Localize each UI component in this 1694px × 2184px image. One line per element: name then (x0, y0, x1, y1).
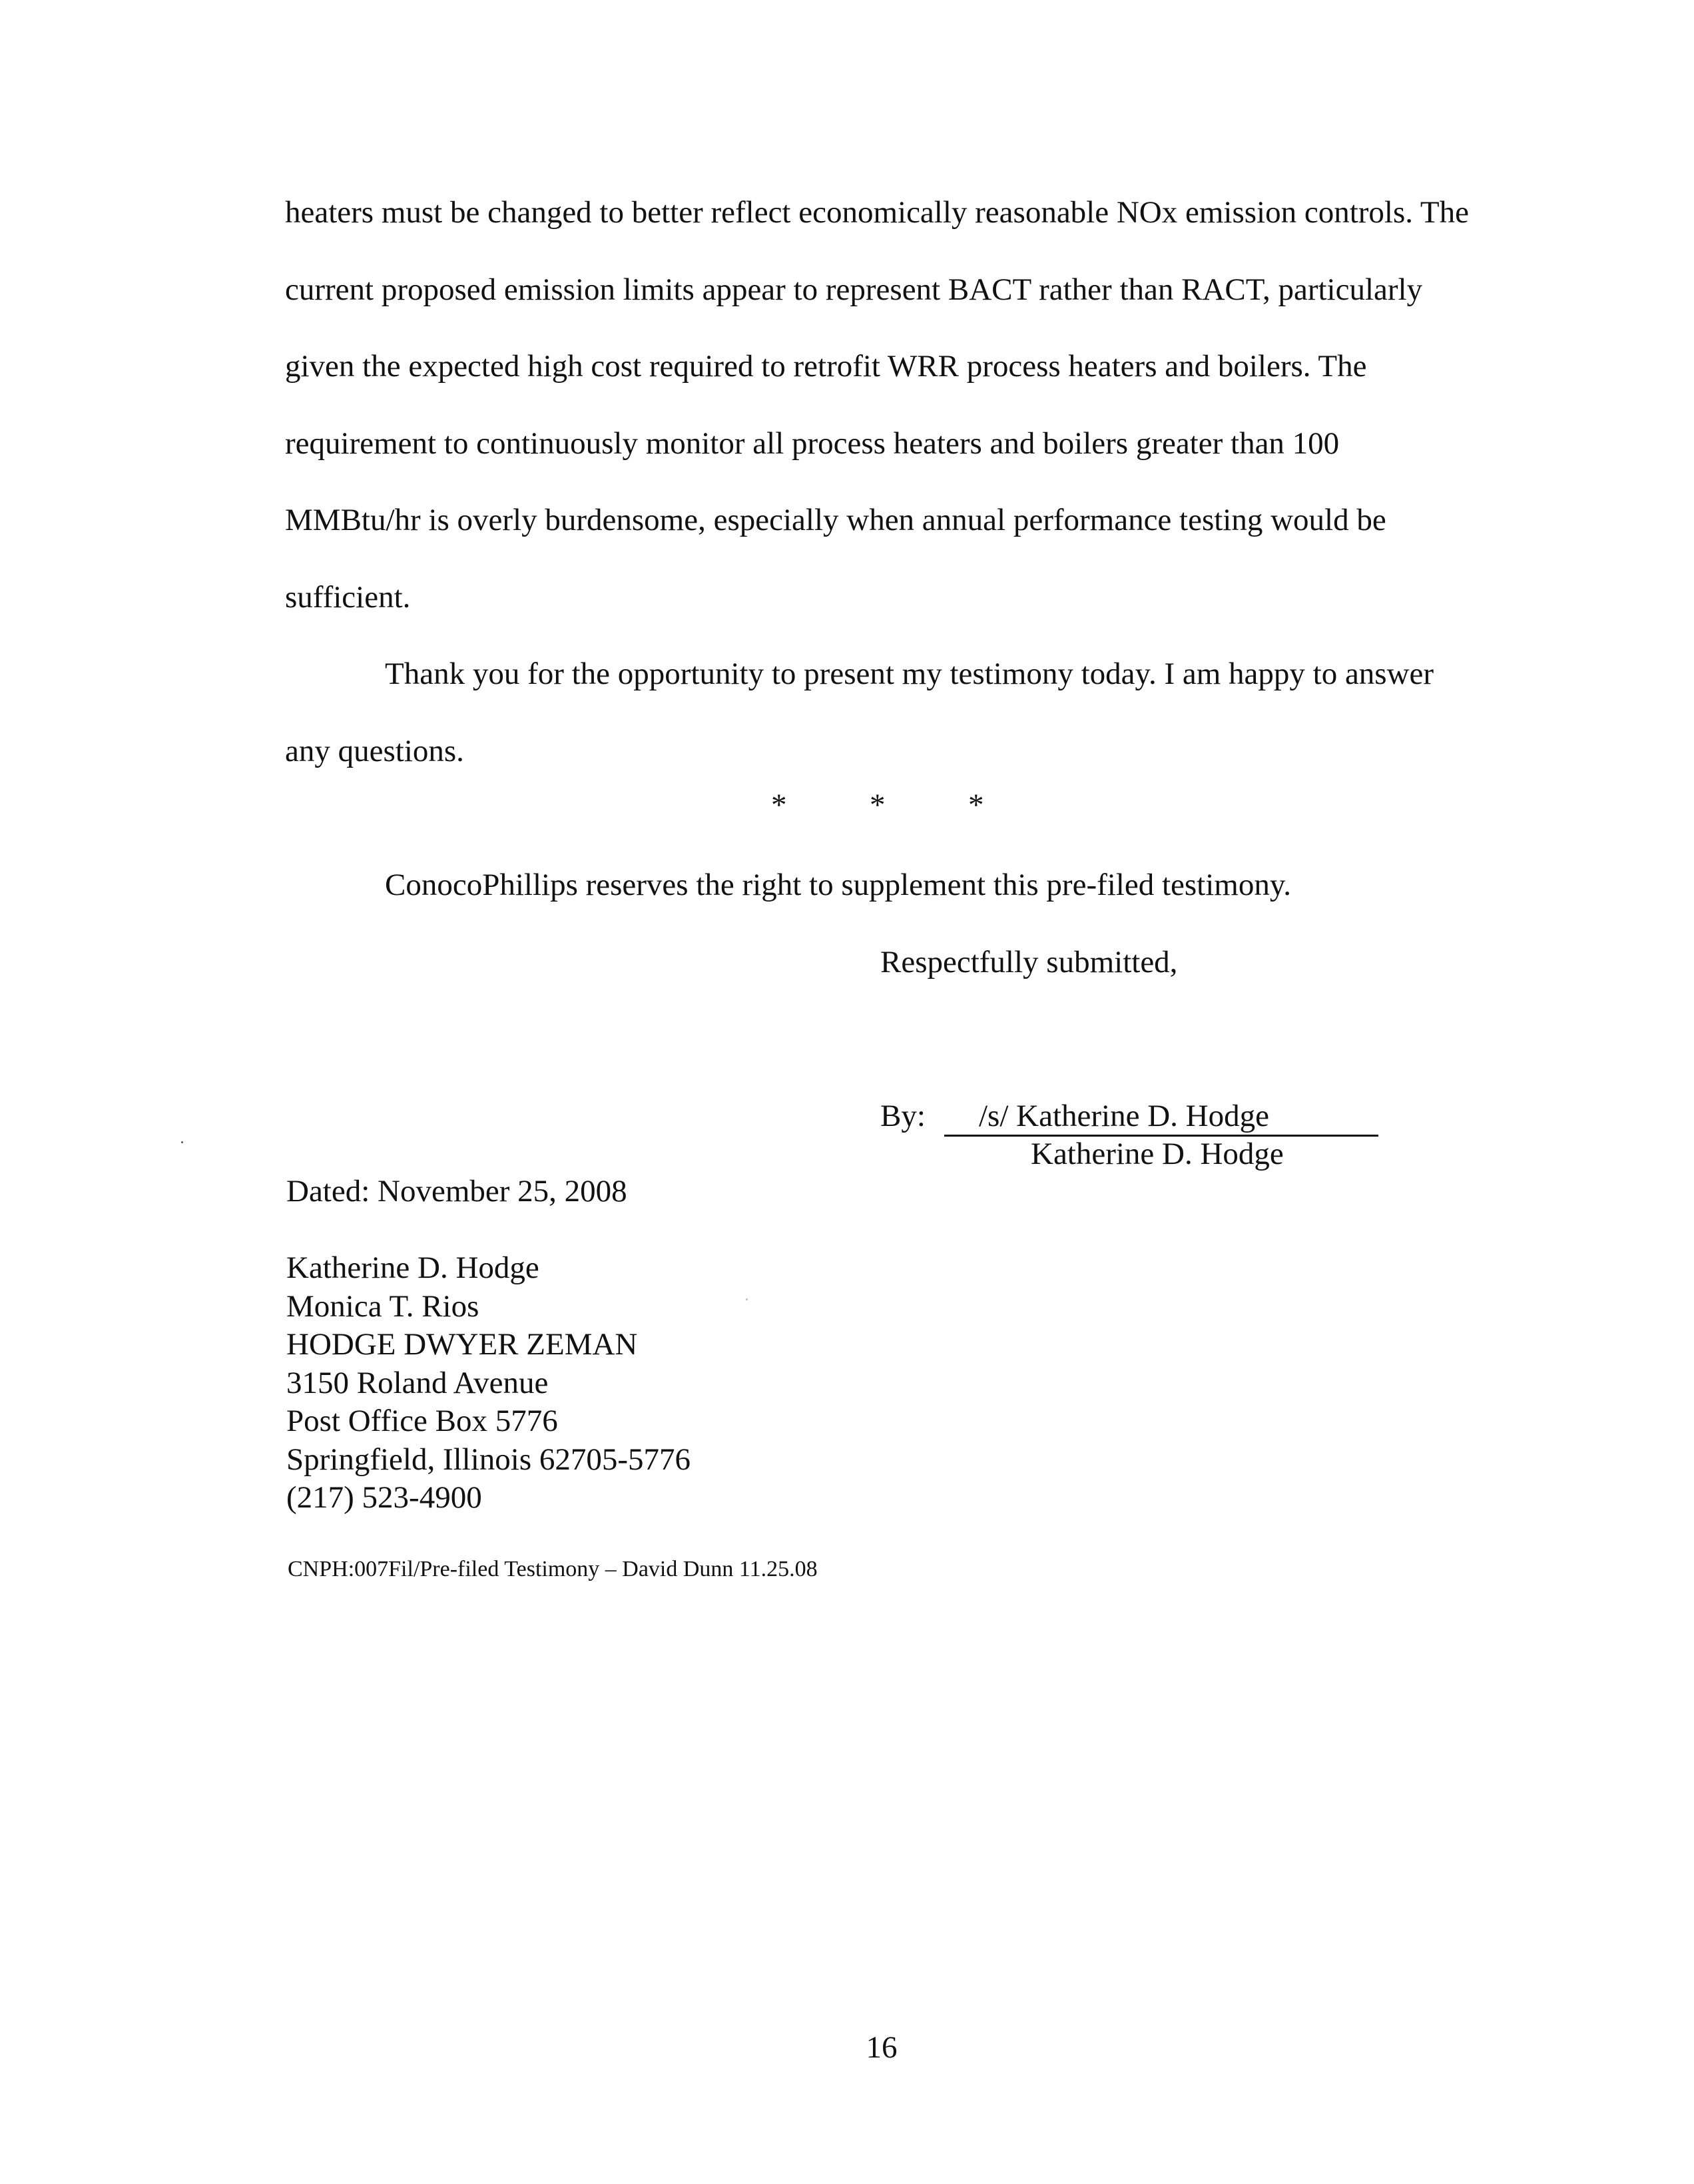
separator-star: * (771, 788, 787, 822)
address-line: Monica T. Rios (286, 1288, 479, 1324)
separator-star: * (968, 788, 984, 822)
address-line: Post Office Box 5776 (286, 1404, 558, 1438)
scan-speck (746, 1298, 748, 1300)
address-line: Springfield, Illinois 62705-5776 (286, 1442, 691, 1477)
electronic-signature: /s/ Katherine D. Hodge (944, 1097, 1378, 1137)
document-filename: CNPH:007Fil/Pre-filed Testimony – David Dunn 11.25.08 (288, 1557, 818, 1581)
paragraph-thank-you: Thank you for the opportunity to present my testimony today. I am happy to answer any questions. (285, 657, 1434, 768)
signature-line (880, 1097, 1378, 1137)
testimony-body (285, 174, 1477, 790)
scan-speck (181, 1141, 183, 1143)
by-label: By: (880, 1099, 926, 1133)
paragraph-emission-controls: heaters must be changed to better reflect economically reasonable NOx emission controls. The current proposed emission limits appear to represent BACT rather than RACT, particularly given the expected high cost required to retrofit WRR process heaters and boilers. The requirement to continuously monitor all process heaters and boilers greater than 100 MMBtu/hr is overly burdensome, especially when annual performance testing would be sufficient. (285, 195, 1469, 615)
separator-star: * (870, 788, 886, 822)
date-line: Dated: November 25, 2008 (286, 1174, 627, 1209)
counsel-address-block (286, 1249, 691, 1517)
section-separator (0, 787, 1694, 827)
address-line: 3150 Roland Avenue (286, 1365, 549, 1400)
address-line: Katherine D. Hodge (286, 1250, 539, 1285)
page-number: 16 (866, 2030, 898, 2065)
reserves-statement: ConocoPhillips reserves the right to supplement this pre-filed testimony. (385, 868, 1292, 902)
signer-printed-name: Katherine D. Hodge (1031, 1137, 1284, 1171)
address-line: HODGE DWYER ZEMAN (286, 1327, 638, 1362)
address-line: (217) 523-4900 (286, 1480, 482, 1515)
closing-salutation: Respectfully submitted, (880, 945, 1178, 979)
